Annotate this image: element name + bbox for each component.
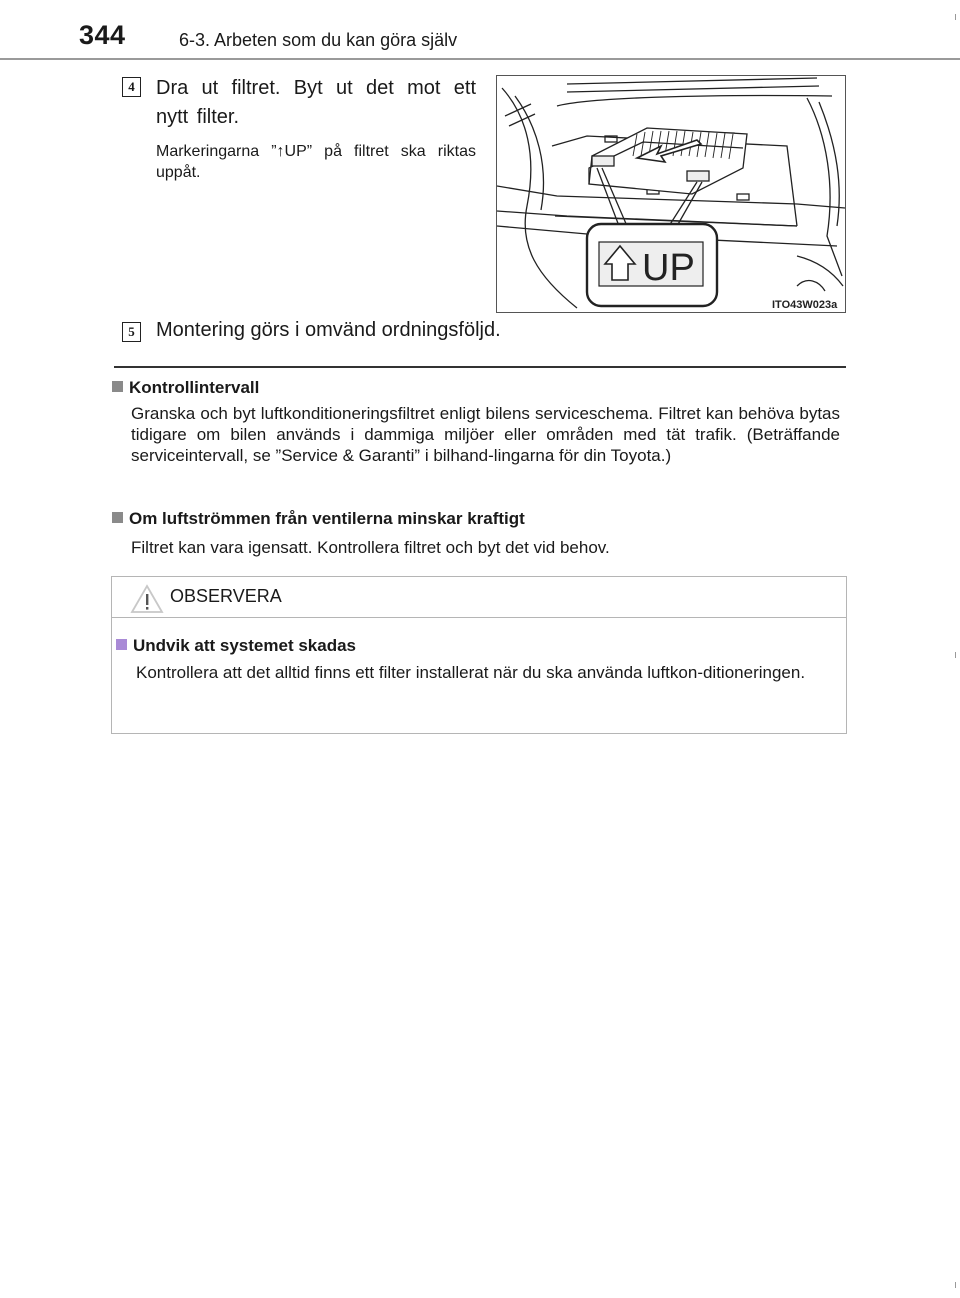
warning-triangle-icon xyxy=(130,584,164,619)
bullet-square-icon xyxy=(112,381,123,392)
edge-tick xyxy=(955,652,956,658)
step-5-badge: 5 xyxy=(122,322,141,342)
bullet-square-icon xyxy=(112,512,123,523)
glovebox-filter-drawing xyxy=(497,76,845,312)
header-divider xyxy=(0,58,960,60)
caution-box xyxy=(111,576,847,734)
caution-divider xyxy=(112,617,846,618)
figure-code: ITO43W023a xyxy=(772,299,838,311)
step-4-title: Dra ut filtret. Byt ut det mot ett nytt filter. xyxy=(156,77,476,128)
section-divider xyxy=(114,366,846,368)
section-luftstrom-title xyxy=(112,509,525,529)
chapter-title: 6-3. Arbeten som du kan göra själv xyxy=(179,30,458,50)
caution-label: OBSERVERA xyxy=(170,586,282,606)
section-title-text: Kontrollintervall xyxy=(129,378,260,397)
step-5-title: Montering görs i omvänd ordningsföljd. xyxy=(156,319,501,341)
step-4-note: Markeringarna ”↑UP” på filtret ska riktas uppåt. xyxy=(156,143,476,181)
caution-title xyxy=(116,636,356,656)
caution-title-text: Undvik att systemet skadas xyxy=(133,636,356,655)
edge-tick xyxy=(955,1282,956,1288)
page-number: 344 xyxy=(79,20,126,50)
section-luftstrom-body: Filtret kan vara igensatt. Kontrollera filtret och byt det vid behov. xyxy=(131,538,610,557)
bullet-square-icon xyxy=(116,639,127,650)
filter-illustration xyxy=(496,75,846,313)
caution-body: Kontrollera att det alltid finns ett filter installerat när du ska använda luftkon-ditioneringen. xyxy=(136,663,806,682)
section-title-text: Om luftströmmen från ventilerna minskar kraftigt xyxy=(129,509,525,528)
callout-up-label: UP xyxy=(642,247,695,289)
section-kontrollintervall-title xyxy=(112,378,259,398)
section-kontrollintervall-body: Granska och byt luftkonditioneringsfiltret enligt bilens serviceschema. Filtret kan behöva bytas tidigare om bilen används i dammiga miljöer eller områden med tät trafik. (Beträffande serviceintervall, se ”Service & Garanti” i bilhand-lingarna för din Toyota.) xyxy=(131,404,840,465)
step-4-badge: 4 xyxy=(122,77,141,97)
edge-tick xyxy=(955,14,956,20)
